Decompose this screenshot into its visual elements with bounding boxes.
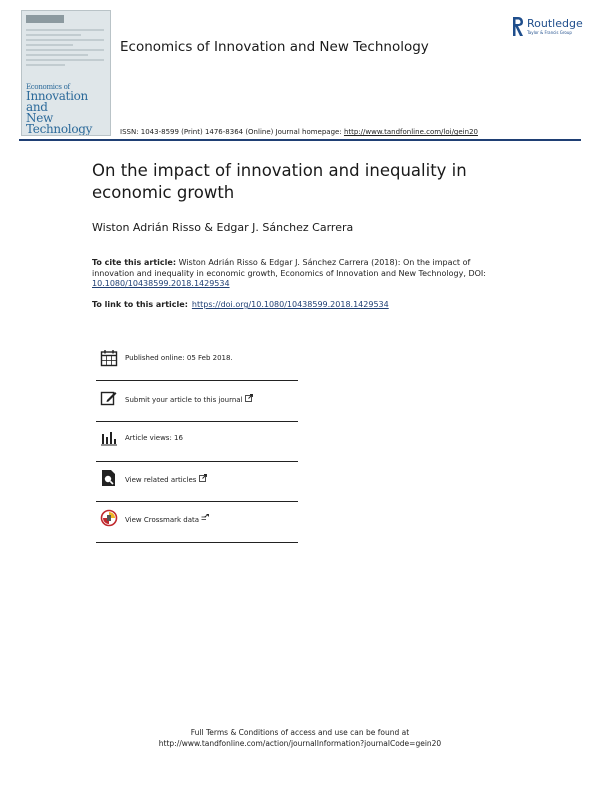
article-title: On the impact of innovation and inequality in economic growth [92,161,467,202]
related-articles-text [125,474,207,484]
publisher-name: Routledge [527,17,583,30]
citation-block [92,258,512,290]
footer-terms-url[interactable]: http://www.tandfonline.com/action/journalInformation?journalCode=gein20 [158,739,442,748]
info-divider [96,380,298,381]
article-link-label: To link to this article: [92,300,188,309]
external-link-icon [199,474,207,482]
footer-terms-text: Full Terms & Conditions of access and use can be found at [190,728,410,737]
submit-article-label: Submit your article to this journal [125,396,243,404]
journal-cover-image [21,10,111,136]
issn-line [120,128,478,136]
publisher-subtitle: Taylor & Francis Group [527,30,572,35]
info-divider [96,421,298,422]
submit-article-text [125,394,253,404]
info-divider [96,501,298,502]
external-link-icon [201,514,209,522]
cover-title-line: New Technology [26,111,93,136]
citation-label: To cite this article: [92,258,177,267]
issn-text: ISSN: 1043-8599 (Print) 1476-8364 (Online) Journal homepage: [120,128,344,136]
routledge-r-icon [511,15,525,37]
article-views-text: Article views: 16 [125,434,183,442]
info-divider [96,542,298,543]
published-online-text: Published online: 05 Feb 2018. [125,354,233,362]
crossmark-label: View Crossmark data [125,516,200,524]
bar-chart-icon [100,429,118,447]
related-articles-label: View related articles [125,476,197,484]
article-views-row [96,429,298,469]
crossmark-icon [100,509,118,527]
cover-title [26,83,110,135]
crossmark-row[interactable] [96,509,298,549]
footer [0,727,600,749]
journal-title: Economics of Innovation and New Technology [120,39,429,55]
article-link-line [92,300,389,309]
related-articles-row[interactable] [96,469,298,509]
header-divider [19,139,581,141]
calendar-icon [100,349,118,367]
external-link-icon [245,394,253,402]
cover-text-lines [26,29,104,69]
edit-icon [100,389,118,407]
published-online-row [96,349,298,389]
journal-homepage-link[interactable]: http://www.tandfonline.com/loi/gein20 [343,128,478,136]
cover-title-line: Innovation and [26,89,88,114]
info-divider [96,461,298,462]
cover-title-line: Economics of [26,83,70,91]
article-authors: Wiston Adrián Risso & Edgar J. Sánchez Carrera [92,221,354,234]
citation-doi-link[interactable]: 10.1080/10438599.2018.1429534 [92,279,230,288]
document-search-icon [100,469,118,487]
citation-text: Wiston Adrián Risso & Edgar J. Sánchez Carrera (2018): On the impact of innovation and inequality in economic growth, Economics of Innovation and New Technology, DOI: [92,258,486,278]
submit-article-row[interactable] [96,389,298,429]
article-doi-url[interactable]: https://doi.org/10.1080/10438599.2018.1429534 [191,300,389,309]
crossmark-text [125,514,209,524]
cover-header-strip [26,15,64,23]
